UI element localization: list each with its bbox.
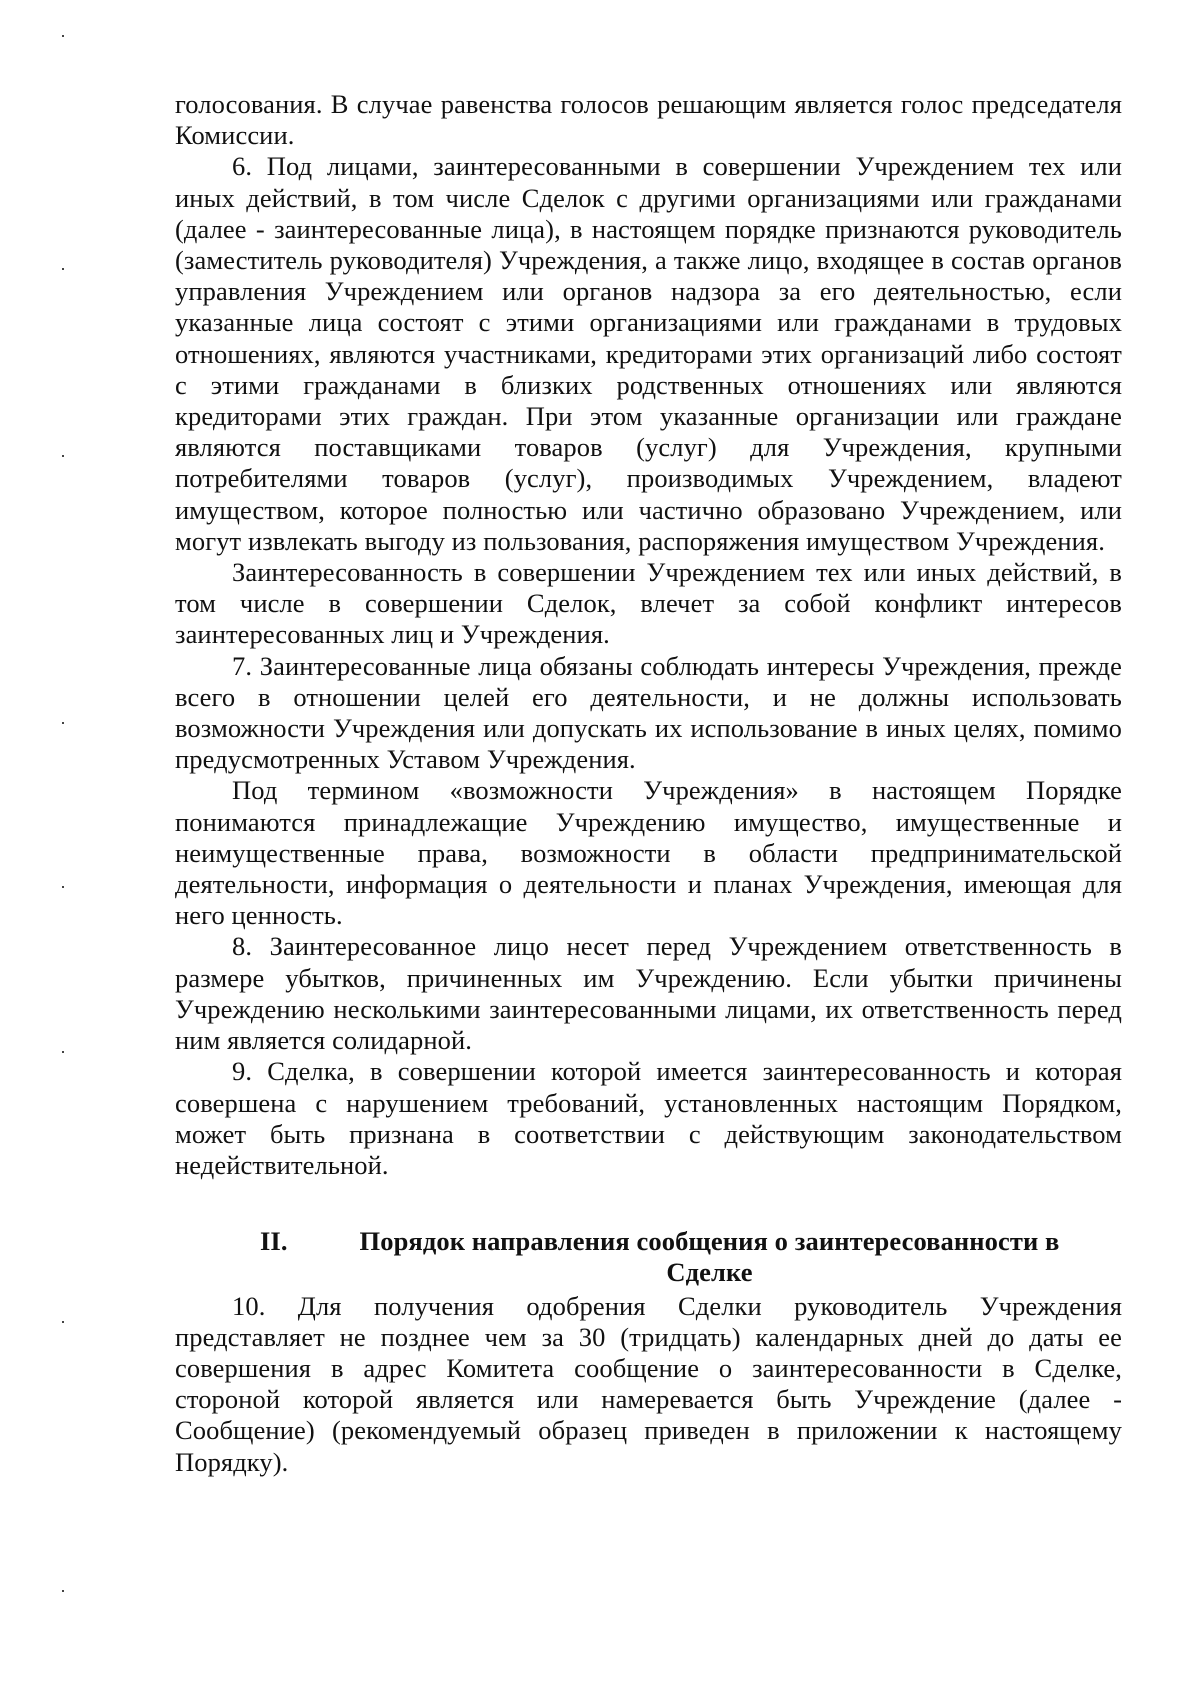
section-number: II.	[260, 1226, 288, 1257]
section-title: Порядок направления сообщения о заинтересованности в Сделке	[359, 1226, 1060, 1288]
paragraph-item-8: 8. Заинтересованное лицо несет перед Учреждением ответственность в размере убытков, причиненных им Учреждению. Если убытки причинены Учреждению несколькими заинтересованными лицами, их ответственность перед ним является солидарной.	[175, 931, 1122, 1056]
paragraph-opportunities-definition: Под термином «возможности Учреждения» в настоящем Порядке понимаются принадлежащие Учреждению имущество, имущественные и неимущественные права, возможности в области предпринимательской деятельности, информация о деятельности и планах Учреждения, имеющая для него ценность.	[175, 775, 1122, 931]
paragraph-item-6: 6. Под лицами, заинтересованными в совершении Учреждением тех или иных действий, в том числе Сделок с другими организациями или гражданами (далее - заинтересованные лица), в настоящем порядке признаются руководитель (заместитель руководителя) Учреждения, а также лицо, входящее в состав органов управления Учреждением или органов надзора за его деятельностью, если указанные лица состоят с этими организациями или гражданами в трудовых отношениях, являются участниками, кредиторами этих организаций либо состоят с этими гражданами в близких родственных отношениях или являются кредиторами этих граждан. При этом указанные организации или граждане являются поставщиками товаров (услуг) для Учреждения, крупными потребителями товаров (услуг), производимых Учреждением, владеют имуществом, которое полностью или частично образовано Учреждением, или могут извлекать выгоду из пользования, распоряжения имуществом Учреждения.	[175, 151, 1122, 556]
document-body	[175, 89, 1122, 1478]
paragraph-item-10: 10. Для получения одобрения Сделки руководитель Учреждения представляет не позднее чем за 30 (тридцать) календарных дней до даты ее совершения в адрес Комитета сообщение о заинтересованности в Сделке, стороной которой является или намеревается быть Учреждение (далее - Сообщение) (рекомендуемый образец приведен в приложении к настоящему Порядку).	[175, 1290, 1122, 1477]
scan-margin-mark	[62, 886, 64, 888]
scan-margin-mark	[62, 1590, 64, 1592]
paragraph-conflict-of-interest: Заинтересованность в совершении Учреждением тех или иных действий, в том числе в совершении Сделок, влечет за собой конфликт интересов заинтересованных лиц и Учреждения.	[175, 557, 1122, 650]
scan-margin-mark	[62, 1051, 64, 1053]
scan-margin-mark	[62, 35, 64, 37]
scan-margin-mark	[62, 455, 64, 457]
scan-margin-mark	[62, 722, 64, 724]
section-heading	[175, 1226, 1122, 1288]
paragraph-item-9: 9. Сделка, в совершении которой имеется заинтересованность и которая совершена с нарушением требований, установленных настоящим Порядком, может быть признана в соответствии с действующим законодательством недействительной.	[175, 1056, 1122, 1180]
scan-margin-mark	[62, 1321, 64, 1323]
paragraph-item-7: 7. Заинтересованные лица обязаны соблюдать интересы Учреждения, прежде всего в отношении целей его деятельности, и не должны использовать возможности Учреждения или допускать их использование в иных целях, помимо предусмотренных Уставом Учреждения.	[175, 650, 1122, 775]
scan-margin-mark	[62, 268, 64, 270]
paragraph-continuation: голосования. В случае равенства голосов решающим является голос председателя Комиссии.	[175, 89, 1122, 151]
